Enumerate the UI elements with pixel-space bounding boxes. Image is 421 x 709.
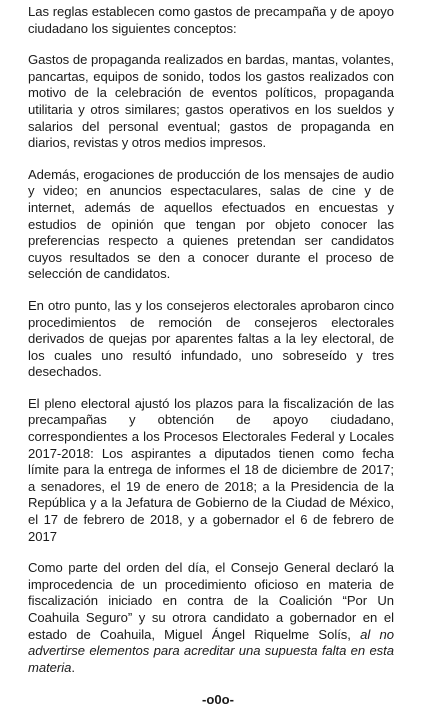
paragraph-4: En otro punto, las y los consejeros electorales aprobaron cinco procedimientos de remoción de consejeros electorales derivados de quejas por aparentes faltas a la ley electoral, de los cuales uno resultó infundado, uno sobreseído y tres desechados. [28, 297, 394, 380]
closing-mark: -o0o- [202, 692, 234, 708]
paragraph-6-end: . [71, 659, 75, 675]
paragraph-5: El pleno electoral ajustó los plazos para la fiscalización de las precampañas y obtención de apoyo ciudadano, correspondientes a los Procesos Electorales Federal y Locales 2017-2018: Los aspirantes a diputados tienen como fecha límite para la entrega de informes el 18 de diciembre de 2017; a senadores, el 19 de enero de 2018; a la Presidencia de la República y a la Jefatura de Gobierno de la Ciudad de México, el 17 de febrero de 2018, y a gobernador el 6 de febrero de 2017 [28, 395, 394, 544]
document-page [28, 4, 394, 709]
paragraph-1: Las reglas establecen como gastos de precampaña y de apoyo ciudadano los siguientes conceptos: [28, 4, 394, 36]
paragraph-3: Además, erogaciones de producción de los mensajes de audio y video; en anuncios espectaculares, salas de cine y de internet, además de aquellos efectuados en encuestas y estudios de opinión que tengan por objeto conocer las preferencias respecto a quienes pretendan ser candidatos cuyos resultados se den a conocer durante el proceso de selección de candidatos. [28, 166, 394, 282]
paragraph-6 [28, 560, 394, 676]
paragraph-6-emphasis: al no advertirse elementos para acreditar una supuesta falta en esta materia [28, 626, 394, 675]
closing-wrap [28, 692, 394, 709]
paragraph-6-text: Como parte del orden del día, el Consejo General declaró la improcedencia de un procedimiento oficioso en materia de fiscalización iniciado en contra de la Coalición “Por Un Coahuila Seguro” y su otrora candidato a gobernador en el estado de Coahuila, Miguel Ángel Riquelme Solís, [28, 560, 394, 642]
paragraph-2: Gastos de propaganda realizados en bardas, mantas, volantes, pancartas, equipos de sonido, todos los gastos realizados con motivo de la celebración de eventos políticos, propaganda utilitaria y otros similares; gastos operativos en los sueldos y salarios del personal eventual; gastos de propaganda en diarios, revistas y otros medios impresos. [28, 52, 394, 151]
